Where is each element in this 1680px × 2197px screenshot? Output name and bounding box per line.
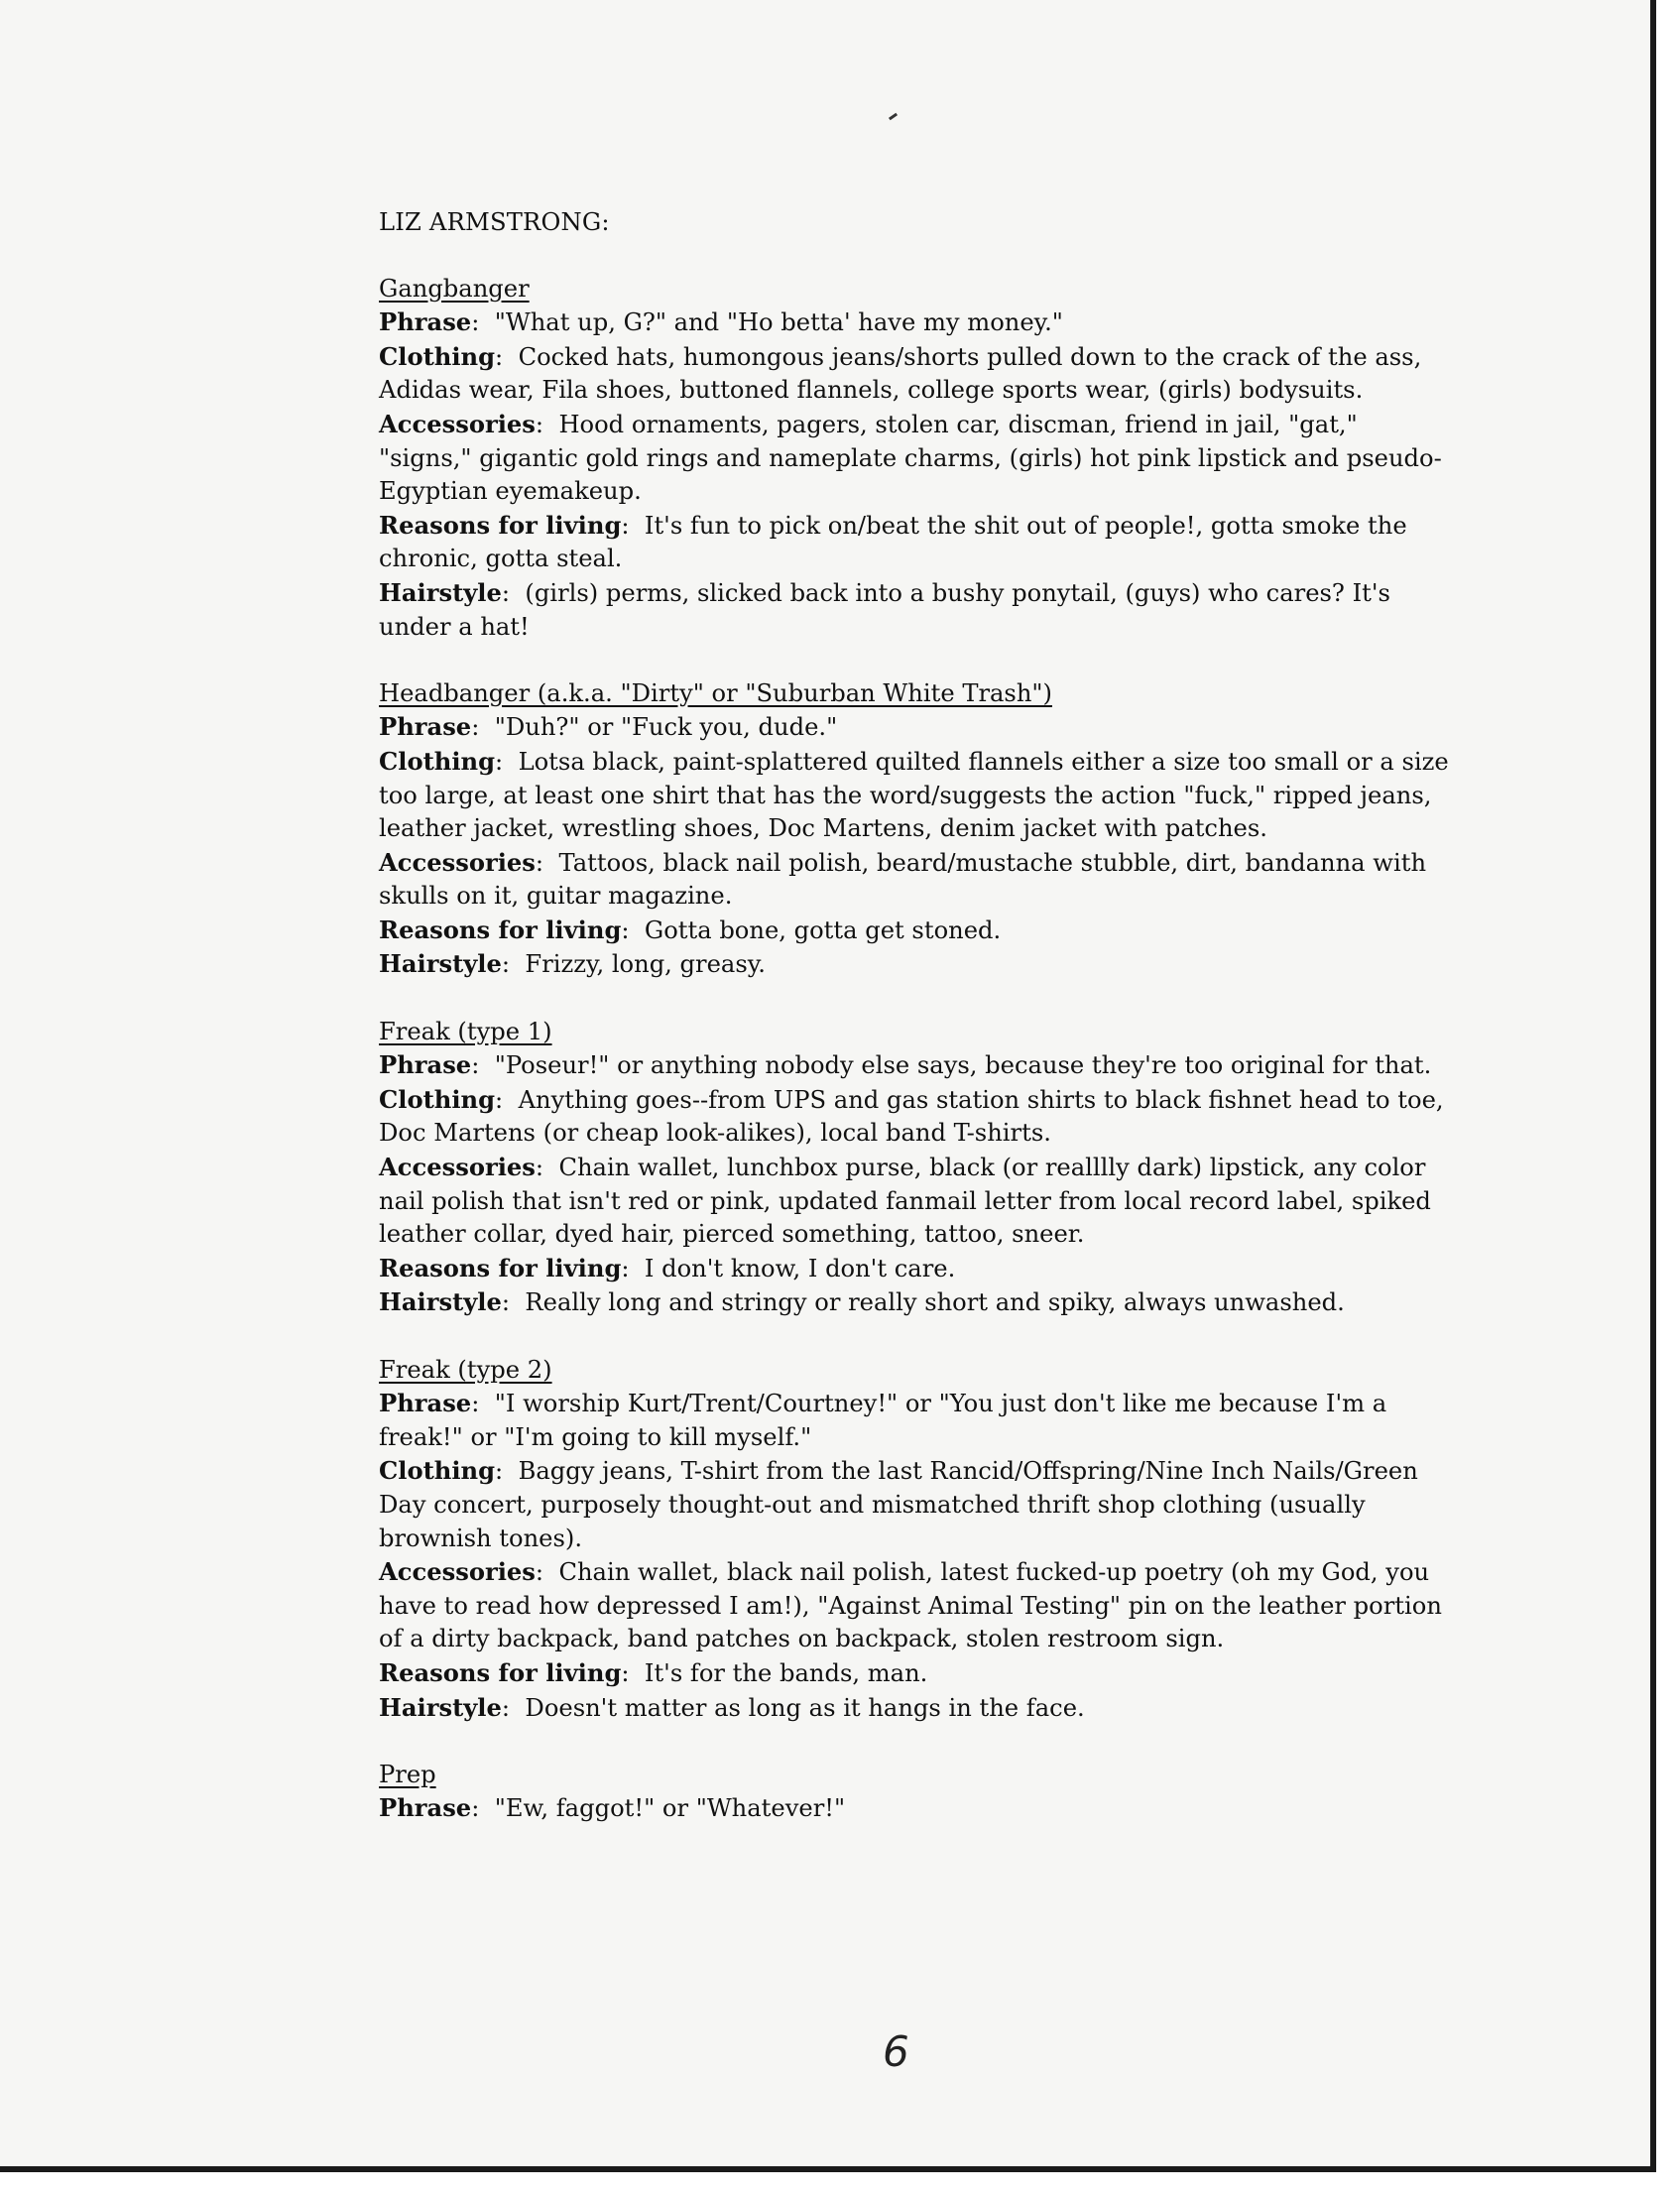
- field-label: Clothing: [379, 1084, 496, 1114]
- field-label: Hairstyle: [379, 1287, 502, 1317]
- field-label: Phrase: [379, 1793, 472, 1823]
- field-hairstyle: Hairstyle: Really long and stringy or really short and spiky, always unwashed.: [379, 1287, 1345, 1317]
- field-phrase: Phrase: "Poseur!" or anything nobody else says, because they're too original for that.: [379, 1050, 1432, 1080]
- section-fields: [379, 1791, 1450, 1826]
- field-label: Hairstyle: [379, 577, 502, 607]
- field-reasons-for-living: Reasons for living: It's for the bands, man.: [379, 1657, 928, 1687]
- field-text: "Duh?" or "Fuck you, dude.": [494, 713, 838, 742]
- field-phrase: Phrase: "Ew, faggot!" or "Whatever!": [379, 1793, 846, 1823]
- field-text: "Poseur!" or anything nobody else says, because they're too original for that.: [494, 1051, 1432, 1080]
- field-text: Doesn't matter as long as it hangs in the face.: [525, 1693, 1085, 1722]
- field-label: Reasons for living: [379, 1657, 622, 1687]
- field-text: Really long and stringy or really short and spiky, always unwashed.: [525, 1288, 1345, 1317]
- field-text: "Ew, faggot!" or "Whatever!": [494, 1794, 846, 1823]
- field-text: Tattoos, black nail polish, beard/mustache stubble, dirt, bandanna with skulls on it, guitar magazine.: [379, 848, 1427, 911]
- field-label: Reasons for living: [379, 1253, 622, 1282]
- field-label: Phrase: [379, 712, 472, 742]
- section-prep: [379, 1759, 1450, 1826]
- field-clothing: Clothing: Lotsa black, paint-splattered quilted flannels either a size too small or a size too large, at least one shirt that has the word/suggests the action "fuck," ripped jeans, leather jacket, wrestling shoes, Doc Martens, denim jacket with patches.: [379, 746, 1449, 843]
- field-text: Frizzy, long, greasy.: [525, 950, 766, 979]
- field-label: Accessories: [379, 1153, 536, 1182]
- field-text: Hood ornaments, pagers, stolen car, discman, friend in jail, "gat," "signs," gigantic gold rings and nameplate charms, (girls) hot pink lipstick and pseudo-Egyptian eyemakeup.: [379, 410, 1442, 506]
- field-label: Phrase: [379, 1050, 472, 1080]
- document-body: [379, 206, 1450, 1860]
- field-label: Reasons for living: [379, 915, 622, 944]
- document-title: LIZ ARMSTRONG:: [379, 208, 610, 236]
- field-label: Clothing: [379, 746, 496, 776]
- field-text: It's for the bands, man.: [644, 1658, 928, 1687]
- section-heading: Gangbanger: [379, 274, 530, 303]
- field-accessories: Accessories: Hood ornaments, pagers, stolen car, discman, friend in jail, "gat," "signs," gigantic gold rings and nameplate charms, (girls) hot pink lipstick and pseudo-Egyptian eyemakeup.: [379, 409, 1442, 506]
- field-label: Phrase: [379, 307, 472, 337]
- field-reasons-for-living: Reasons for living: It's fun to pick on/beat the shit out of people!, gotta smoke the chronic, gotta steal.: [379, 510, 1407, 573]
- field-accessories: Accessories: Tattoos, black nail polish, beard/mustache stubble, dirt, bandanna with skulls on it, guitar magazine.: [379, 847, 1427, 911]
- field-text: Gotta bone, gotta get stoned.: [644, 915, 1002, 944]
- field-hairstyle: Hairstyle: (girls) perms, slicked back into a bushy ponytail, (guys) who cares? It's under a hat!: [379, 577, 1390, 641]
- field-text: "I worship Kurt/Trent/Courtney!" or "You just don't like me because I'm a freak!" or "I'm going to kill myself.": [379, 1390, 1387, 1451]
- field-label: Hairstyle: [379, 1692, 502, 1722]
- field-clothing: Clothing: Cocked hats, humongous jeans/shorts pulled down to the crack of the ass, Adidas wear, Fila shoes, buttoned flannels, college sports wear, (girls) bodysuits.: [379, 341, 1422, 405]
- field-phrase: Phrase: "Duh?" or "Fuck you, dude.": [379, 712, 838, 742]
- field-phrase: Phrase: "I worship Kurt/Trent/Courtney!" or "You just don't like me because I'm a freak!" or "I'm going to kill myself.": [379, 1389, 1387, 1451]
- field-hairstyle: Hairstyle: Frizzy, long, greasy.: [379, 949, 766, 979]
- section-fields: [379, 1048, 1450, 1320]
- field-hairstyle: Hairstyle: Doesn't matter as long as it hangs in the face.: [379, 1692, 1085, 1722]
- section-heading: Freak (type 2): [379, 1355, 552, 1384]
- field-text: (girls) perms, slicked back into a bushy ponytail, (guys) who cares? It's under a hat!: [379, 578, 1390, 641]
- section-heading: Headbanger (a.k.a. "Dirty" or "Suburban White Trash"): [379, 678, 1052, 707]
- section-heading: Prep: [379, 1760, 436, 1788]
- section-fields: [379, 710, 1450, 982]
- section-fields: [379, 305, 1450, 644]
- field-label: Reasons for living: [379, 510, 622, 540]
- field-text: Baggy jeans, T-shirt from the last Rancid/Offspring/Nine Inch Nails/Green Day concert, purposely thought-out and mismatched thrift shop clothing (usually brownish tones).: [379, 1457, 1418, 1552]
- pen-tick-mark: [889, 113, 898, 121]
- field-label: Accessories: [379, 1557, 536, 1587]
- field-phrase: Phrase: "What up, G?" and "Ho betta' have my money.": [379, 307, 1063, 337]
- field-accessories: Accessories: Chain wallet, black nail polish, latest fucked-up poetry (oh my God, you have to read how depressed I am!), "Against Animal Testing" pin on the leather portion of a dirty backpack, band patches on backpack, stolen restroom sign.: [379, 1557, 1442, 1653]
- field-clothing: Clothing: Anything goes--from UPS and gas station shirts to black fishnet head to toe, Doc Martens (or cheap look-alikes), local band T-shirts.: [379, 1084, 1444, 1148]
- field-label: Phrase: [379, 1389, 472, 1418]
- field-text: "What up, G?" and "Ho betta' have my money.": [494, 308, 1063, 337]
- field-reasons-for-living: Reasons for living: I don't know, I don't care.: [379, 1253, 956, 1282]
- section-freak-type-1: [379, 1016, 1450, 1320]
- field-label: Accessories: [379, 847, 536, 877]
- section-freak-type-2: [379, 1354, 1450, 1726]
- field-text: Chain wallet, black nail polish, latest fucked-up poetry (oh my God, you have to read how depressed I am!), "Against Animal Testing" pin on the leather portion of a dirty backpack, band patches on backpack, stolen restroom sign.: [379, 1558, 1442, 1653]
- section-heading: Freak (type 1): [379, 1017, 552, 1045]
- field-text: Cocked hats, humongous jeans/shorts pulled down to the crack of the ass, Adidas wear, Fila shoes, buttoned flannels, college sports wear, (girls) bodysuits.: [379, 342, 1422, 405]
- field-text: Anything goes--from UPS and gas station shirts to black fishnet head to toe, Doc Martens (or cheap look-alikes), local band T-shirts.: [379, 1085, 1444, 1148]
- field-text: Lotsa black, paint-splattered quilted flannels either a size too small or a size too large, at least one shirt that has the word/suggests the action "fuck," ripped jeans, leather jacket, wrestling shoes, Doc Martens, denim jacket with patches.: [379, 747, 1449, 843]
- field-label: Accessories: [379, 409, 536, 438]
- page-number: 6: [883, 2027, 909, 2076]
- field-label: Hairstyle: [379, 949, 502, 979]
- field-label: Clothing: [379, 1456, 496, 1486]
- field-label: Clothing: [379, 341, 496, 371]
- field-text: It's fun to pick on/beat the shit out of people!, gotta smoke the chronic, gotta steal.: [379, 511, 1407, 573]
- section-gangbanger: [379, 273, 1450, 645]
- section-headbanger: [379, 677, 1450, 982]
- section-fields: [379, 1387, 1450, 1725]
- field-text: Chain wallet, lunchbox purse, black (or realllly dark) lipstick, any color nail polish that isn't red or pink, updated fanmail letter from local record label, spiked leather collar, dyed hair, pierced something, tattoo, sneer.: [379, 1154, 1431, 1249]
- field-accessories: Accessories: Chain wallet, lunchbox purse, black (or realllly dark) lipstick, any color nail polish that isn't red or pink, updated fanmail letter from local record label, spiked leather collar, dyed hair, pierced something, tattoo, sneer.: [379, 1153, 1431, 1249]
- field-text: I don't know, I don't care.: [644, 1254, 956, 1282]
- field-reasons-for-living: Reasons for living: Gotta bone, gotta get stoned.: [379, 915, 1002, 944]
- field-clothing: Clothing: Baggy jeans, T-shirt from the last Rancid/Offspring/Nine Inch Nails/Green Day concert, purposely thought-out and mismatched thrift shop clothing (usually brownish tones).: [379, 1456, 1418, 1552]
